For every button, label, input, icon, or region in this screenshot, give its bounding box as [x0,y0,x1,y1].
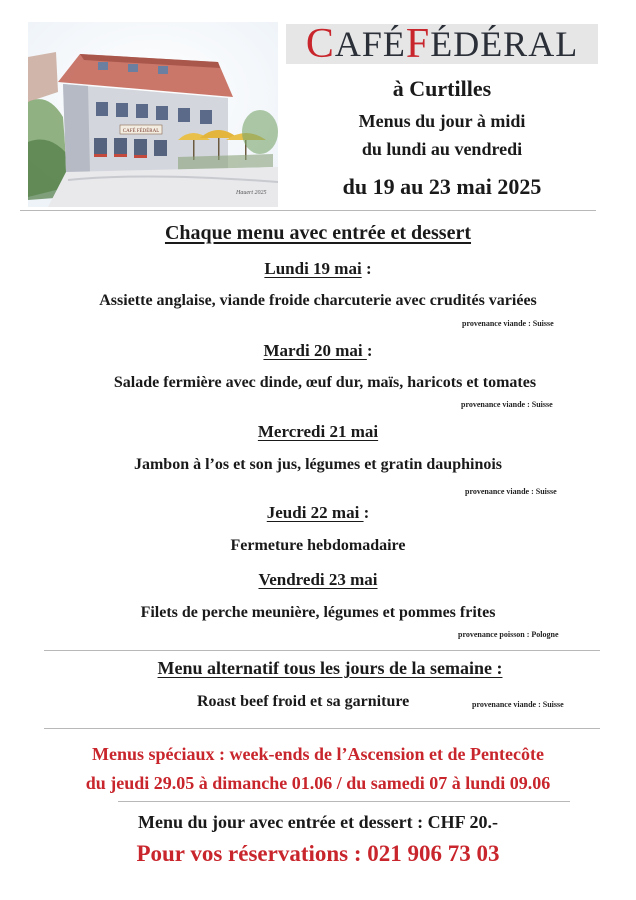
menu-heading: Chaque menu avec entrée et dessert [164,222,472,244]
dish-wednesday: Jambon à l’os et son jus, légumes et gratin dauphinois [133,456,503,473]
dish-friday: Filets de perche meunière, légumes et pommes frites [140,604,496,621]
dish-monday: Assiette anglaise, viande froide charcuterie avec crudités variées [99,292,537,309]
day-suffix: : [366,341,373,360]
divider [44,650,600,651]
dish-tuesday: Salade fermière avec dinde, œuf dur, maïs, haricots et tomates [113,374,537,391]
origin-monday: provenance viande : Suisse [462,319,554,328]
price-line: Menu du jour avec entrée et dessert : CHF 20.- [138,812,498,832]
day-monday [0,259,636,279]
origin-friday: provenance poisson : Pologne [458,630,559,639]
day-suffix: : [361,259,372,278]
day-label: Jeudi 22 mai [266,503,364,522]
location: à Curtilles [392,76,492,101]
day-label: Mardi 20 mai [263,341,367,360]
origin-tuesday: provenance viande : Suisse [461,400,553,409]
title-initial-f: F [405,21,431,67]
illustration-signature: Hauert 2025 [236,190,267,196]
subtitle-lunch: Menus du jour à midi [358,111,526,131]
cafe-building-illustration [28,22,278,207]
special-line-1: Menus spéciaux : week-ends de l’Ascension et de Pentecôte [92,744,544,764]
date-range: du 19 au 23 mai 2025 [342,174,542,199]
origin-wednesday: provenance viande : Suisse [465,487,557,496]
special-line-2: du jeudi 29.05 à dimanche 01.06 / du samedi 07 à lundi 09.06 [85,773,551,793]
divider [44,728,600,729]
alternative-heading: Menu alternatif tous les jours de la semaine : [157,658,503,678]
divider [118,801,570,802]
day-friday [0,570,636,590]
dish-thursday: Fermeture hebdomadaire [230,537,406,554]
illustration-sign-text: CAFÉ FÉDÉRAL [122,129,160,134]
title-initial-c: C [305,21,335,67]
cafe-title [286,21,598,67]
title-part-ederal: ÉDÉRAL [430,24,579,64]
day-tuesday [0,341,636,361]
subtitle-weekdays: du lundi au vendredi [361,139,523,159]
day-label: Vendredi 23 mai [258,570,378,589]
alternative-dish: Roast beef froid et sa garniture [197,693,410,710]
day-label: Mercredi 21 mai [257,422,379,441]
day-suffix: : [363,503,370,522]
alternative-origin: provenance viande : Suisse [472,700,564,709]
day-label: Lundi 19 mai [264,259,362,278]
title-part-afe: AFÉ [334,24,406,64]
divider [20,210,596,211]
reservation-line: Pour vos réservations : 021 906 73 03 [136,841,500,866]
day-thursday [0,503,636,523]
day-wednesday [0,422,636,442]
